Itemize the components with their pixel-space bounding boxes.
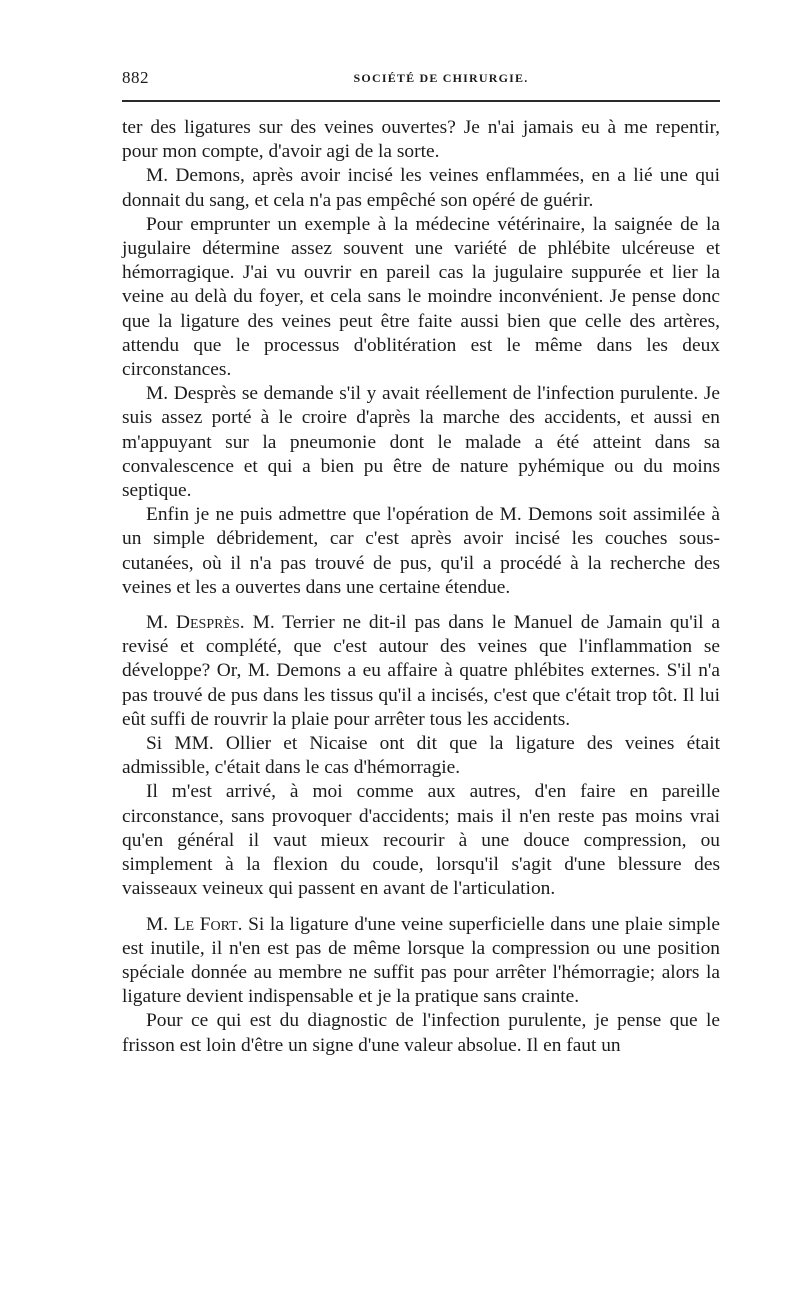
running-head: SOCIÉTÉ DE CHIRURGIE. [353, 71, 529, 85]
body-text [122, 116, 720, 1058]
paragraph: Pour ce qui est du diagnostic de l'infection purulente, je pense que le frisson est loin d'être un signe d'une valeur absolue. Il en faut un [122, 1010, 720, 1056]
header-rule [122, 100, 720, 102]
speaker-name: M. Le Fort. [146, 913, 243, 935]
page-number: 882 [122, 68, 149, 87]
page-header [122, 68, 720, 90]
speaker-text: Si la ligature d'une veine superficielle dans une plaie simple est inutile, il n'en est pas de même lorsque la compression ou une position spéciale donnée au membre ne suffit pas pour arrêter l'hémorragie; alors la ligature devient indispensable et je la pratique sans crainte. [122, 913, 720, 1008]
paragraph: Si MM. Ollier et Nicaise ont dit que la ligature des veines était admissible, c'était dans le cas d'hémorragie. [122, 733, 720, 779]
paragraph: ter des ligatures sur des veines ouvertes? Je n'ai jamais eu à me repentir, pour mon compte, d'avoir agi de la sorte. [122, 117, 720, 163]
speaker-paragraph [122, 913, 720, 1010]
speaker-text: M. Terrier ne dit-il pas dans le Manuel de Jamain qu'il a revisé et complété, que c'est autour des veines que l'inflammation se développe? Or, M. Demons a eu affaire à quatre phlébites externes. S'il n'a pas trouvé de pus dans les tissus qu'il a incisés, c'est que c'était trop tôt. Il lui eût suffi de rouvrir la plaie pour arrêter tous les accidents. [122, 612, 720, 730]
paragraph: Pour emprunter un exemple à la médecine vétérinaire, la saignée de la jugulaire détermine assez souvent une variété de phlébite ulcéreuse et hémorragique. J'ai vu ouvrir en pareil cas la jugulaire suppurée et lier la veine au delà du foyer, et cela sans le moindre inconvénient. Je pense donc que la ligature des veines peut être faite aussi bien que celle des artères, attendu que le processus d'oblitération est le même dans les deux circonstances. [122, 213, 720, 381]
paragraph: Enfin je ne puis admettre que l'opération de M. Demons soit assimilée à un simple débridement, car c'est après avoir incisé les couches sous-cutanées, où il n'a pas trouvé de pus, qu'il a procédé à la recherche des veines et les a ouvertes dans une certaine étendue. [122, 504, 720, 598]
speaker-paragraph [122, 611, 720, 732]
paragraph: M. Desprès se demande s'il y avait réellement de l'infection purulente. Je suis assez porté à le croire d'après la marche des accidents, et aussi en m'appuyant sur la pneumonie dont le malade a été atteint dans sa convalescence et qui a bien pu être de nature pyhémique ou du moins septique. [122, 383, 720, 502]
paragraph: M. Demons, après avoir incisé les veines enflammées, en a lié une qui donnait du sang, et cela n'a pas empêché son opéré de guérir. [122, 165, 720, 211]
speaker-name: M. Desprès. [146, 612, 245, 634]
paragraph: Il m'est arrivé, à moi comme aux autres, d'en faire en pareille circonstance, sans provoquer d'accidents; mais il n'en reste pas moins vrai qu'en général il vaut mieux recourir à une douce compression, ou simplement à la flexion du coude, lorsqu'il s'agit d'une blessure des vaisseaux veineux qui passent en avant de l'articulation. [122, 781, 720, 900]
